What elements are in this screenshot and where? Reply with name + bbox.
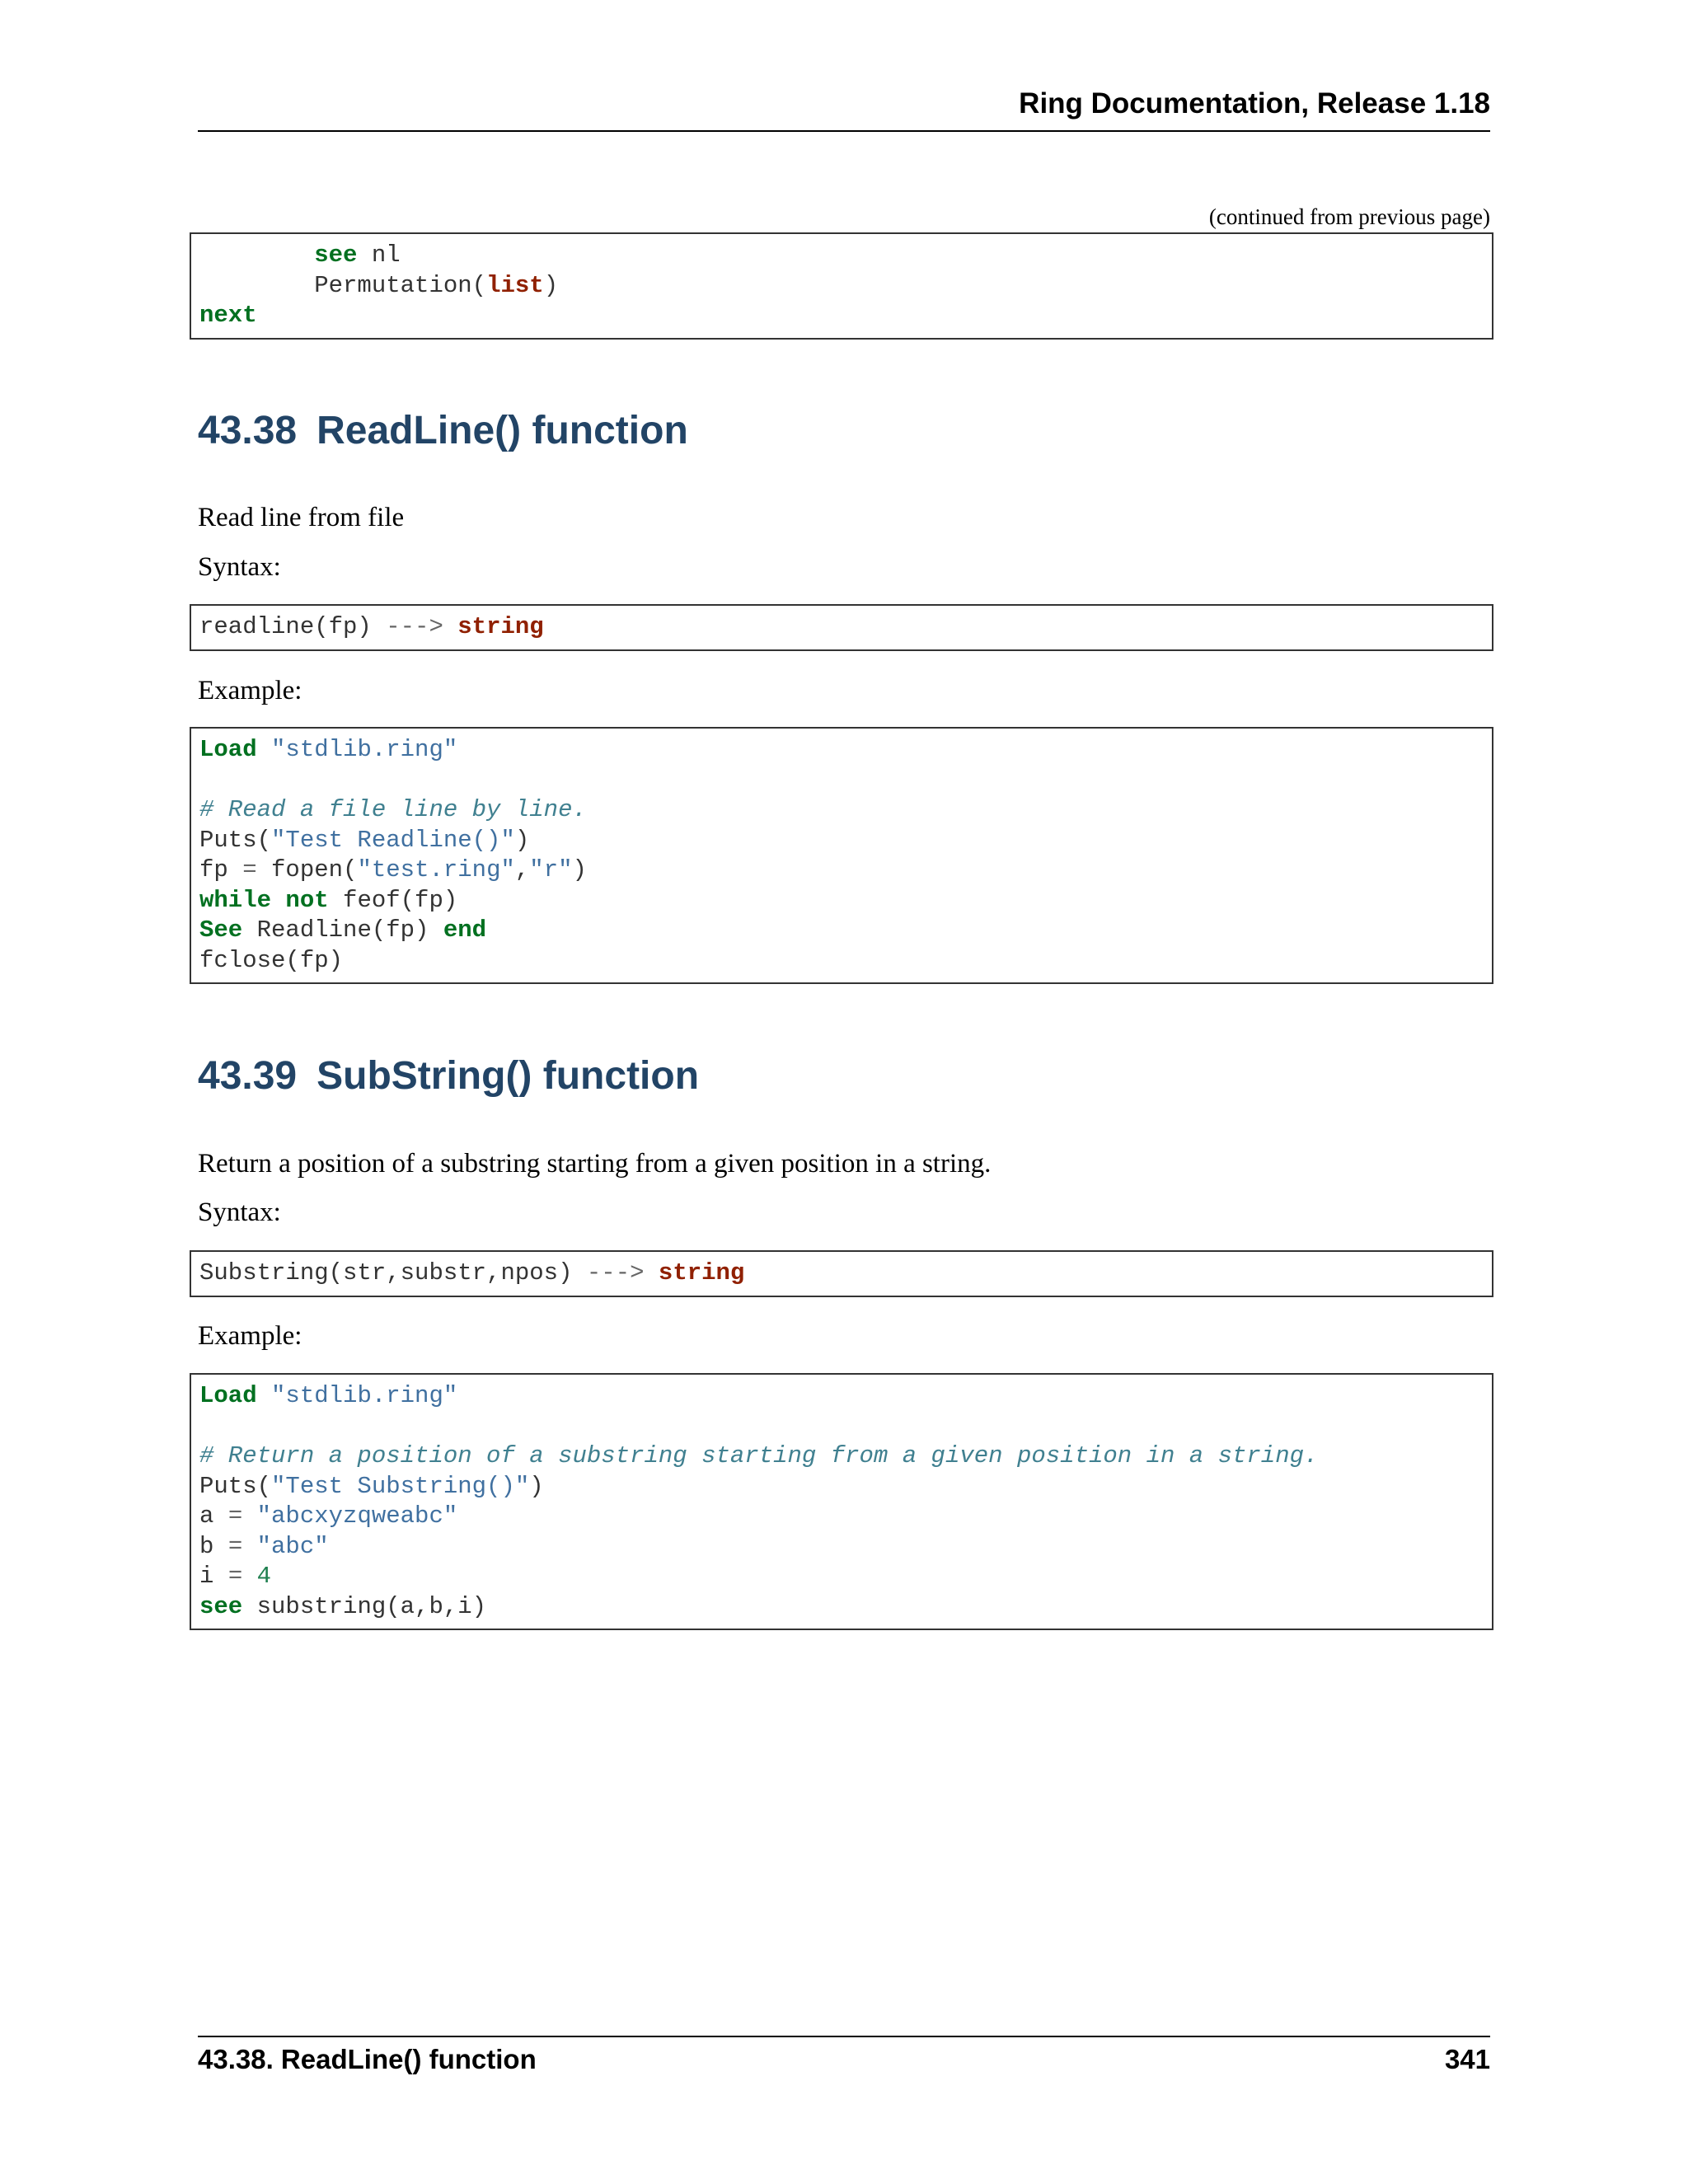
code-line — [199, 1592, 1484, 1623]
continued-note: (continued from previous page) — [1208, 204, 1490, 229]
code-token: b — [199, 1532, 228, 1560]
code-token: string — [457, 613, 544, 640]
code-line — [199, 855, 1484, 886]
code-token — [199, 241, 314, 269]
header-title: Ring Documentation, Release 1.18 — [1019, 87, 1490, 120]
code-token: substring(a,b,i) — [242, 1592, 487, 1620]
code-token: See — [199, 916, 243, 944]
section-title-text: ReadLine() function — [316, 409, 688, 452]
code-token: "abc" — [256, 1532, 329, 1560]
code-token: next — [199, 302, 257, 329]
code-line — [199, 766, 1484, 796]
section-number: 43.38 — [198, 409, 298, 452]
code-token: fp — [199, 856, 243, 883]
code-token: "Test Substring()" — [271, 1472, 530, 1500]
code-line — [199, 946, 1484, 977]
code-line — [199, 1562, 1484, 1592]
code-token: = — [227, 1502, 243, 1530]
code-token: see — [199, 1592, 243, 1620]
code-token — [257, 1382, 271, 1409]
code-line — [199, 612, 1484, 643]
code-line — [199, 1412, 1484, 1442]
code-token: "r" — [529, 856, 573, 883]
code-token: ) — [543, 271, 559, 299]
code-token: Puts( — [199, 1472, 272, 1500]
code-token — [242, 1533, 256, 1560]
section-number: 43.39 — [198, 1054, 298, 1098]
substring-syntax-label: Syntax: — [198, 1197, 281, 1227]
code-token: not — [285, 886, 329, 914]
code-token: end — [443, 916, 487, 944]
section-title-text: SubString() function — [316, 1054, 700, 1098]
footer-section: 43.38. ReadLine() function — [198, 2044, 537, 2074]
code-token: Substring(str,substr,npos) — [199, 1259, 587, 1286]
code-token: Load — [199, 1382, 257, 1409]
code-token — [257, 736, 271, 763]
code-token: 4 — [256, 1563, 272, 1590]
substring-example-label: Example: — [198, 1321, 302, 1351]
code-token: ---> — [586, 1259, 645, 1286]
readline-example-label: Example: — [198, 676, 302, 705]
code-line — [199, 1502, 1484, 1532]
code-token: = — [242, 856, 257, 883]
code-line — [199, 1381, 1484, 1412]
code-token — [242, 1563, 256, 1590]
readline-syntax-code — [190, 604, 1493, 651]
substring-description: Return a position of a substring starting from a given position in a string. — [198, 1149, 992, 1179]
code-token: Readline(fp) — [242, 916, 443, 944]
code-line — [199, 1472, 1484, 1502]
code-token: i — [199, 1563, 228, 1590]
code-token: string — [658, 1259, 745, 1286]
code-token: , — [514, 856, 530, 883]
code-token — [242, 1502, 256, 1530]
code-line — [199, 795, 1484, 826]
code-line — [199, 1532, 1484, 1563]
readline-description: Read line from file — [198, 503, 405, 532]
code-token: Puts( — [199, 826, 272, 854]
code-line — [199, 301, 1484, 331]
code-token: feof(fp) — [328, 886, 458, 914]
code-token: "test.ring" — [357, 856, 515, 883]
code-token: fopen( — [256, 856, 358, 883]
code-token — [271, 887, 285, 914]
section-heading-substring — [198, 1053, 699, 1099]
code-token: while — [199, 886, 272, 914]
code-line — [199, 735, 1484, 766]
substring-example-code — [190, 1373, 1493, 1630]
code-token: nl — [357, 241, 401, 269]
code-token: # Read a file line by line. — [199, 796, 587, 823]
code-token: a — [199, 1502, 228, 1530]
code-token: ---> — [386, 613, 443, 640]
readline-syntax-label: Syntax: — [198, 552, 281, 582]
page-footer — [198, 2036, 1490, 2075]
code-token: Load — [199, 736, 257, 763]
readline-example-code — [190, 727, 1493, 984]
code-line — [199, 1441, 1484, 1472]
code-line — [199, 1258, 1484, 1289]
code-line — [199, 271, 1484, 302]
code-token: "abcxyzqweabc" — [256, 1502, 458, 1530]
code-line — [199, 886, 1484, 916]
code-line — [199, 241, 1484, 271]
code-token: ) — [514, 826, 530, 854]
code-token: "stdlib.ring" — [271, 1382, 458, 1409]
code-token: ) — [572, 856, 587, 883]
substring-syntax-code — [190, 1250, 1493, 1297]
code-token: Permutation( — [199, 271, 487, 299]
code-token: see — [314, 241, 358, 269]
code-token: fclose(fp) — [199, 946, 344, 974]
code-token: "stdlib.ring" — [271, 736, 458, 763]
code-token — [645, 1259, 659, 1286]
code-token: ) — [529, 1472, 544, 1500]
page-header — [198, 87, 1490, 132]
code-token: = — [227, 1532, 243, 1560]
page-number: 341 — [1444, 2044, 1490, 2074]
code-token: = — [227, 1563, 243, 1590]
code-token: readline(fp) — [199, 613, 387, 640]
code-block-continued — [190, 232, 1493, 340]
section-heading-readline — [198, 408, 688, 453]
code-line — [199, 826, 1484, 856]
code-token: "Test Readline()" — [271, 826, 515, 854]
code-token — [443, 613, 457, 640]
code-token: # Return a position of a substring starting from a given position in a string. — [199, 1442, 1319, 1469]
code-line — [199, 916, 1484, 946]
code-token: list — [486, 271, 544, 299]
